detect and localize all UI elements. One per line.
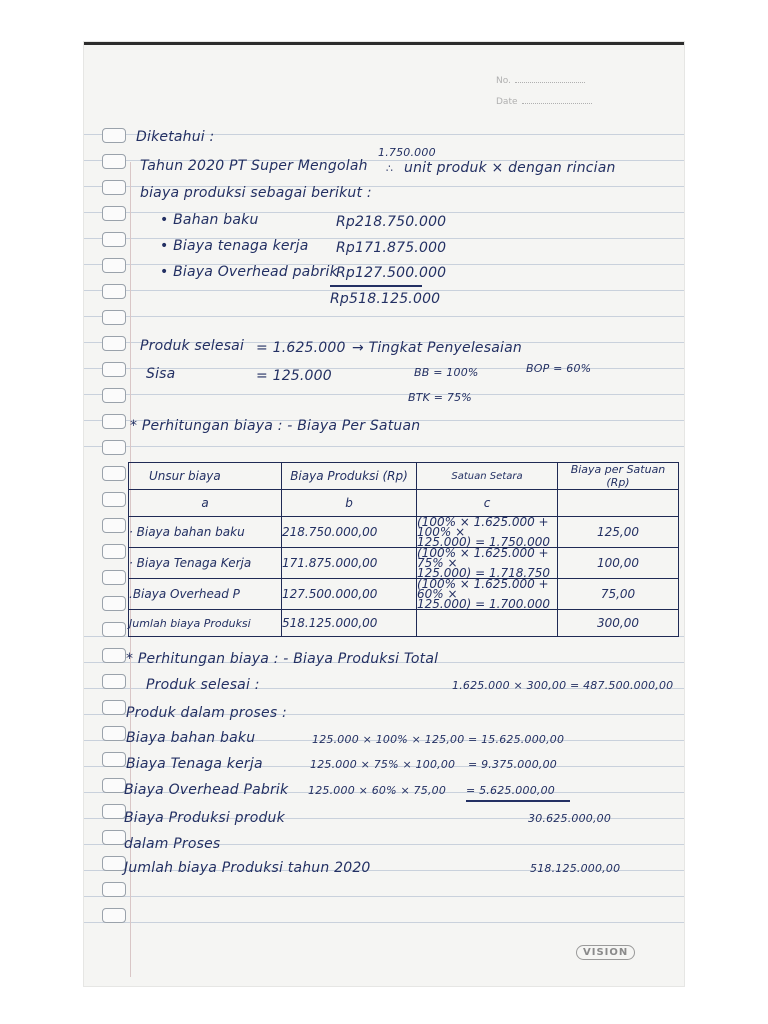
- punch-hole: [102, 544, 126, 559]
- date-field: [496, 97, 592, 107]
- biaya-cell: 218.750.000,00: [282, 517, 417, 548]
- setara-cell: [417, 517, 558, 548]
- item-value: Rp171.875.000: [336, 240, 447, 256]
- punch-hole: [102, 206, 126, 221]
- btk-rate: BTK = 75%: [408, 391, 472, 404]
- date-label: Date: [496, 97, 518, 107]
- tc-line-result: = 5.625.000,00: [466, 784, 555, 797]
- punch-hole: [102, 492, 126, 507]
- punch-hole: [102, 882, 126, 897]
- header-cell: Biaya Produksi (Rp): [282, 463, 417, 490]
- per-unit-cell: 125,00: [558, 517, 679, 548]
- intro-line1b: unit produk × dengan rincian: [404, 160, 616, 176]
- sisa-label: Sisa: [146, 366, 176, 382]
- vision-logo: VISION: [576, 945, 635, 960]
- bb-rate: BB = 100%: [414, 366, 479, 379]
- punch-hole: [102, 752, 126, 767]
- punch-hole: [102, 622, 126, 637]
- table-row: [129, 548, 679, 579]
- tc-line-calc: 125.000 × 100% × 125,00: [312, 733, 465, 746]
- sum-underline: [330, 285, 422, 287]
- punch-hole: [102, 388, 126, 403]
- table-total-row: [129, 610, 679, 637]
- biaya-cell: 518.125.000,00: [282, 610, 417, 637]
- intro-heading: Diketahui :: [136, 129, 215, 145]
- tc-line-result: = 15.625.000,00: [468, 733, 565, 746]
- intro-line2: biaya produksi sebagai berikut :: [140, 185, 372, 201]
- subheader-cell: b: [282, 490, 417, 517]
- tc-line-label: Biaya Overhead Pabrik: [124, 782, 289, 798]
- subheader-cell: a: [129, 490, 282, 517]
- punch-hole: [102, 440, 126, 455]
- setara-cell: [417, 610, 558, 637]
- per-unit-cell: 75,00: [558, 579, 679, 610]
- punch-hole: [102, 336, 126, 351]
- per-unit-cell: 100,00: [558, 548, 679, 579]
- item-label: • Biaya tenaga kerja: [160, 238, 309, 254]
- per-unit-cell: 300,00: [558, 610, 679, 637]
- table-row: [129, 579, 679, 610]
- page-top-edge: [84, 42, 684, 45]
- no-field: [496, 76, 585, 86]
- punch-hole: [102, 258, 126, 273]
- punch-hole: [102, 310, 126, 325]
- above-note: 1.750.000: [378, 146, 436, 159]
- punch-hole: [102, 778, 126, 793]
- biaya-cell: 127.500.000,00: [282, 579, 417, 610]
- inserted-mark: ∴: [386, 162, 394, 175]
- punch-hole: [102, 414, 126, 429]
- unsur-cell: Jumlah biaya Produksi: [129, 610, 282, 637]
- punch-hole: [102, 154, 126, 169]
- punch-hole: [102, 908, 126, 923]
- table-row: [129, 517, 679, 548]
- biaya-cell: 171.875.000,00: [282, 548, 417, 579]
- item-value: Rp127.500.000: [336, 265, 447, 281]
- ruled-line: [84, 922, 684, 923]
- subheader-cell: [558, 490, 679, 517]
- ruled-line: [84, 896, 684, 897]
- item-label: • Biaya Overhead pabrik: [160, 264, 338, 280]
- punch-hole: [102, 570, 126, 585]
- header-cell: Satuan Setara: [417, 463, 558, 490]
- bop-rate: BOP = 60%: [526, 362, 592, 375]
- tc-proses-label: Produk dalam proses :: [126, 705, 287, 721]
- header-cell: Biaya per Satuan (Rp): [558, 463, 679, 490]
- ruled-line: [84, 446, 684, 447]
- punch-hole: [102, 596, 126, 611]
- selesai-value: = 1.625.000: [256, 340, 346, 356]
- pdp-value: 30.625.000,00: [528, 812, 612, 825]
- tc-line-label: Biaya Tenaga kerja: [126, 756, 263, 772]
- no-label: No.: [496, 76, 511, 86]
- intro-total: Rp518.125.000: [330, 291, 441, 307]
- tc-line-calc: 125.000 × 75% × 100,00: [310, 758, 456, 771]
- ruled-line: [84, 394, 684, 395]
- tc-line-calc: 125.000 × 60% × 75,00: [308, 784, 447, 797]
- pdp-label-2: dalam Proses: [124, 836, 221, 852]
- intro-line1: Tahun 2020 PT Super Mengolah: [140, 158, 368, 174]
- grand-total-label: Jumlah biaya Produksi tahun 2020: [124, 860, 371, 876]
- punch-hole: [102, 830, 126, 845]
- unsur-cell: · Biaya Tenaga Kerja: [129, 548, 282, 579]
- punch-hole: [102, 466, 126, 481]
- tc-line-result: = 9.375.000,00: [468, 758, 557, 771]
- pdp-label: Biaya Produksi produk: [124, 810, 285, 826]
- arrow-note: → Tingkat Penyelesaian: [352, 340, 522, 356]
- unsur-cell: · Biaya bahan baku: [129, 517, 282, 548]
- setara-line: (100% × 1.625.000 + 75% ×: [417, 546, 549, 570]
- grand-total-value: 518.125.000,00: [530, 862, 621, 875]
- punch-hole: [102, 674, 126, 689]
- punch-hole: [102, 180, 126, 195]
- punch-hole: [102, 726, 126, 741]
- punch-hole: [102, 232, 126, 247]
- table-header-row: [129, 463, 679, 490]
- setara-line: 125.000) = 1.750.000: [417, 535, 551, 549]
- selesai-label: Produk selesai: [140, 338, 245, 354]
- setara-cell: [417, 579, 558, 610]
- setara-line: (100% × 1.625.000 + 100% ×: [417, 515, 549, 539]
- ruled-line: [84, 316, 684, 317]
- punch-hole: [102, 648, 126, 663]
- setara-line: 125.000) = 1.700.000: [417, 597, 551, 611]
- tc-selesai-label: Produk selesai :: [146, 677, 260, 693]
- header-cell: Unsur biaya: [129, 463, 282, 490]
- punch-hole: [102, 362, 126, 377]
- sum-underline: [466, 800, 570, 802]
- punch-hole: [102, 700, 126, 715]
- table-subheader-row: [129, 490, 679, 517]
- item-value: Rp218.750.000: [336, 214, 447, 230]
- subheader-cell: c: [417, 490, 558, 517]
- item-label: • Bahan baku: [160, 212, 259, 228]
- setara-line: (100% × 1.625.000 + 60% ×: [417, 577, 549, 601]
- punch-hole: [102, 284, 126, 299]
- total-cost-heading: * Perhitungan biaya : - Biaya Produksi Total: [126, 651, 439, 667]
- setara-line: 125.000) = 1.718.750: [417, 566, 551, 580]
- punch-hole: [102, 128, 126, 143]
- unsur-cell: .Biaya Overhead P: [129, 579, 282, 610]
- punch-hole: [102, 804, 126, 819]
- per-unit-heading: * Perhitungan biaya : - Biaya Per Satuan: [130, 418, 421, 434]
- setara-cell: [417, 548, 558, 579]
- cost-per-unit-table: [128, 462, 679, 637]
- tc-line-label: Biaya bahan baku: [126, 730, 256, 746]
- punch-hole: [102, 518, 126, 533]
- sisa-value: = 125.000: [256, 368, 332, 384]
- tc-selesai-calc: 1.625.000 × 300,00 = 487.500.000,00: [452, 679, 674, 692]
- punch-hole: [102, 856, 126, 871]
